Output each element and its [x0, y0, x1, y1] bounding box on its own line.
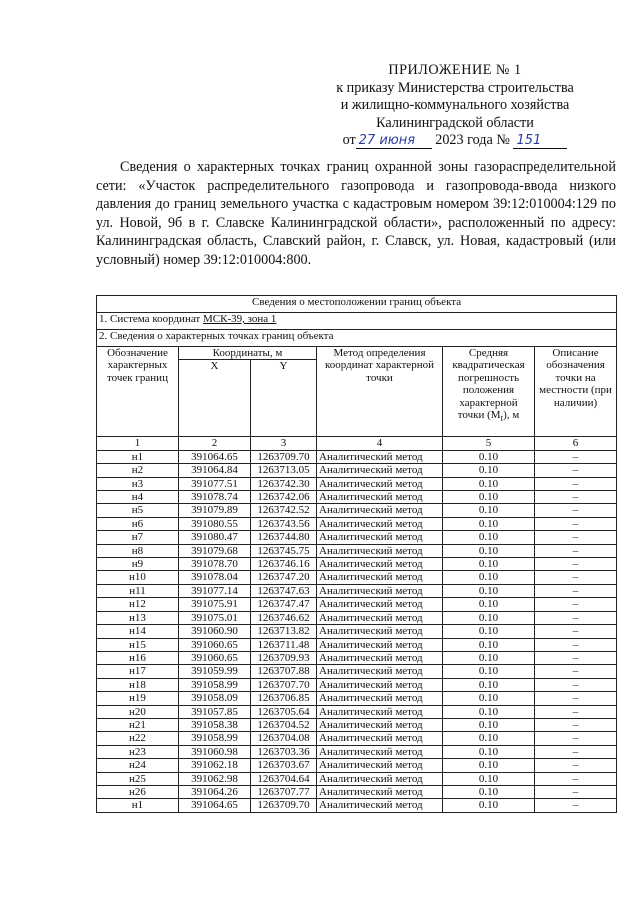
y-cell: 1263707.77: [251, 785, 317, 798]
method-cell: Аналитический метод: [317, 571, 443, 584]
method-cell: Аналитический метод: [317, 517, 443, 530]
appendix-line-1: к приказу Министерства строительства: [336, 79, 574, 96]
table-row: [97, 464, 617, 477]
points-section-title: 2. Сведения о характерных точках границ объекта: [97, 330, 617, 347]
point-id-cell: н8: [97, 544, 179, 557]
error-cell: 0.10: [443, 692, 535, 705]
x-cell: 391078.70: [179, 558, 251, 571]
column-numbers-row: [97, 437, 617, 450]
error-cell: 0.10: [443, 571, 535, 584]
desc-cell: –: [535, 665, 617, 678]
column-number: 2: [179, 437, 251, 450]
header-x: X: [179, 360, 251, 437]
table-row: [97, 692, 617, 705]
y-cell: 1263704.08: [251, 732, 317, 745]
x-cell: 391058.38: [179, 718, 251, 731]
error-cell: 0.10: [443, 799, 535, 812]
method-cell: Аналитический метод: [317, 772, 443, 785]
x-cell: 391060.98: [179, 745, 251, 758]
desc-cell: –: [535, 759, 617, 772]
error-cell: 0.10: [443, 651, 535, 664]
error-cell: 0.10: [443, 772, 535, 785]
point-id-cell: н16: [97, 651, 179, 664]
y-cell: 1263744.80: [251, 531, 317, 544]
error-cell: 0.10: [443, 732, 535, 745]
header-coords: Координаты, м: [179, 347, 317, 360]
x-cell: 391064.65: [179, 799, 251, 812]
method-cell: Аналитический метод: [317, 651, 443, 664]
error-cell: 0.10: [443, 785, 535, 798]
y-cell: 1263709.70: [251, 450, 317, 463]
point-id-cell: н1: [97, 799, 179, 812]
method-cell: Аналитический метод: [317, 544, 443, 557]
x-cell: 391060.65: [179, 638, 251, 651]
method-cell: Аналитический метод: [317, 450, 443, 463]
table-row: [97, 504, 617, 517]
y-cell: 1263747.63: [251, 584, 317, 597]
x-cell: 391078.04: [179, 571, 251, 584]
y-cell: 1263746.62: [251, 611, 317, 624]
point-id-cell: н25: [97, 772, 179, 785]
table-row: [97, 665, 617, 678]
desc-cell: –: [535, 544, 617, 557]
table-caption: Сведения о местоположении границ объекта: [97, 296, 617, 313]
x-cell: 391060.90: [179, 625, 251, 638]
method-cell: Аналитический метод: [317, 477, 443, 490]
table-row: [97, 558, 617, 571]
table-row: [97, 705, 617, 718]
y-cell: 1263745.75: [251, 544, 317, 557]
table-row: [97, 651, 617, 664]
x-cell: 391058.99: [179, 732, 251, 745]
method-cell: Аналитический метод: [317, 504, 443, 517]
table-row: [97, 785, 617, 798]
point-id-cell: н4: [97, 491, 179, 504]
y-cell: 1263711.48: [251, 638, 317, 651]
y-cell: 1263703.67: [251, 759, 317, 772]
header-desc: Описание обозначения точки на местности (при наличии): [535, 347, 617, 437]
method-cell: Аналитический метод: [317, 625, 443, 638]
method-cell: Аналитический метод: [317, 584, 443, 597]
table-row: [97, 571, 617, 584]
column-number: 3: [251, 437, 317, 450]
error-cell: 0.10: [443, 759, 535, 772]
y-cell: 1263742.30: [251, 477, 317, 490]
date-field: [356, 133, 432, 149]
desc-cell: –: [535, 772, 617, 785]
y-cell: 1263704.52: [251, 718, 317, 731]
point-id-cell: н6: [97, 517, 179, 530]
error-cell: 0.10: [443, 544, 535, 557]
table-row: [97, 584, 617, 597]
point-id-cell: н14: [97, 625, 179, 638]
point-id-cell: н21: [97, 718, 179, 731]
x-cell: 391064.26: [179, 785, 251, 798]
desc-cell: –: [535, 531, 617, 544]
desc-cell: –: [535, 571, 617, 584]
point-id-cell: н23: [97, 745, 179, 758]
method-cell: Аналитический метод: [317, 558, 443, 571]
y-cell: 1263713.82: [251, 625, 317, 638]
appendix-date-line: [300, 132, 610, 150]
method-cell: Аналитический метод: [317, 799, 443, 812]
desc-cell: –: [535, 799, 617, 812]
x-cell: 391059.99: [179, 665, 251, 678]
y-cell: 1263706.85: [251, 692, 317, 705]
coordinate-system-label: 1. Система координат: [99, 313, 203, 325]
error-cell: 0.10: [443, 531, 535, 544]
point-id-cell: н22: [97, 732, 179, 745]
y-cell: 1263742.52: [251, 504, 317, 517]
desc-cell: –: [535, 464, 617, 477]
desc-cell: –: [535, 678, 617, 691]
point-id-cell: н12: [97, 598, 179, 611]
y-cell: 1263707.88: [251, 665, 317, 678]
x-cell: 391080.55: [179, 517, 251, 530]
error-cell: 0.10: [443, 665, 535, 678]
point-id-cell: н19: [97, 692, 179, 705]
x-cell: 391077.51: [179, 477, 251, 490]
desc-cell: –: [535, 598, 617, 611]
method-cell: Аналитический метод: [317, 638, 443, 651]
error-cell: 0.10: [443, 491, 535, 504]
method-cell: Аналитический метод: [317, 759, 443, 772]
point-id-cell: н2: [97, 464, 179, 477]
x-cell: 391080.47: [179, 531, 251, 544]
method-cell: Аналитический метод: [317, 611, 443, 624]
y-cell: 1263705.64: [251, 705, 317, 718]
x-cell: 391079.89: [179, 504, 251, 517]
error-cell: 0.10: [443, 584, 535, 597]
error-cell: 0.10: [443, 504, 535, 517]
desc-cell: –: [535, 611, 617, 624]
x-cell: 391064.84: [179, 464, 251, 477]
points-rows: [97, 450, 617, 812]
header-y: Y: [251, 360, 317, 437]
table-row: [97, 491, 617, 504]
desc-cell: –: [535, 785, 617, 798]
column-number: 4: [317, 437, 443, 450]
method-cell: Аналитический метод: [317, 665, 443, 678]
x-cell: 391058.99: [179, 678, 251, 691]
error-cell: 0.10: [443, 625, 535, 638]
coordinate-system-value: МСК-39, зона 1: [202, 313, 277, 325]
table-row: [97, 544, 617, 557]
method-cell: Аналитический метод: [317, 678, 443, 691]
y-cell: 1263709.70: [251, 799, 317, 812]
appendix-title: ПРИЛОЖЕНИЕ № 1: [388, 62, 522, 78]
appendix-line-2: и жилищно-коммунального хозяйства: [340, 97, 570, 114]
boundary-points-table: [96, 295, 617, 813]
y-cell: 1263743.56: [251, 517, 317, 530]
x-cell: 391062.98: [179, 772, 251, 785]
column-number: 5: [443, 437, 535, 450]
point-id-cell: н24: [97, 759, 179, 772]
desc-cell: –: [535, 705, 617, 718]
table-row: [97, 598, 617, 611]
desc-cell: –: [535, 638, 617, 651]
point-id-cell: н3: [97, 477, 179, 490]
x-cell: 391058.09: [179, 692, 251, 705]
point-id-cell: н1: [97, 450, 179, 463]
error-cell: 0.10: [443, 450, 535, 463]
x-cell: 391060.65: [179, 651, 251, 664]
y-cell: 1263709.93: [251, 651, 317, 664]
table-row: [97, 772, 617, 785]
desc-cell: –: [535, 558, 617, 571]
error-cell: 0.10: [443, 477, 535, 490]
error-cell: 0.10: [443, 598, 535, 611]
table-row: [97, 531, 617, 544]
x-cell: 391062.18: [179, 759, 251, 772]
table-row: [97, 678, 617, 691]
y-cell: 1263704.64: [251, 772, 317, 785]
y-cell: 1263742.06: [251, 491, 317, 504]
coordinate-system-row: [97, 313, 617, 330]
handwritten-number: 151: [516, 133, 542, 149]
method-cell: Аналитический метод: [317, 598, 443, 611]
subscript-t: t: [500, 413, 504, 424]
desc-cell: –: [535, 692, 617, 705]
point-id-cell: н10: [97, 571, 179, 584]
handwritten-date: 27 июня: [358, 133, 416, 149]
error-cell: 0.10: [443, 464, 535, 477]
y-cell: 1263703.36: [251, 745, 317, 758]
y-cell: 1263713.05: [251, 464, 317, 477]
header-point: Обозначение характерных точек границ: [97, 347, 179, 437]
error-cell: 0.10: [443, 611, 535, 624]
table-row: [97, 625, 617, 638]
y-cell: 1263707.70: [251, 678, 317, 691]
error-cell: 0.10: [443, 705, 535, 718]
x-cell: 391075.91: [179, 598, 251, 611]
method-cell: Аналитический метод: [317, 718, 443, 731]
table-row: [97, 732, 617, 745]
desc-cell: –: [535, 625, 617, 638]
point-id-cell: н17: [97, 665, 179, 678]
point-id-cell: н15: [97, 638, 179, 651]
point-id-cell: н11: [97, 584, 179, 597]
table-row: [97, 638, 617, 651]
desc-cell: –: [535, 732, 617, 745]
table-row: [97, 718, 617, 731]
point-id-cell: н7: [97, 531, 179, 544]
table-row: [97, 611, 617, 624]
header-method: Метод определения координат характерной точки: [317, 347, 443, 437]
desc-cell: –: [535, 584, 617, 597]
appendix-line-3: Калининградской области: [376, 114, 534, 131]
appendix-header: [300, 62, 610, 150]
x-cell: 391057.85: [179, 705, 251, 718]
method-cell: Аналитический метод: [317, 705, 443, 718]
year-text: 2023 года №: [435, 132, 510, 149]
point-id-cell: н9: [97, 558, 179, 571]
x-cell: 391064.65: [179, 450, 251, 463]
method-cell: Аналитический метод: [317, 732, 443, 745]
column-number: 1: [97, 437, 179, 450]
description-paragraph: [96, 158, 616, 270]
method-cell: Аналитический метод: [317, 491, 443, 504]
point-id-cell: н5: [97, 504, 179, 517]
y-cell: 1263746.16: [251, 558, 317, 571]
desc-cell: –: [535, 651, 617, 664]
method-cell: Аналитический метод: [317, 745, 443, 758]
table-row: [97, 450, 617, 463]
header-error: Средняя квадратическая погрешность положения характерной точки $(M_t)$, м: [443, 347, 535, 437]
x-cell: 391077.14: [179, 584, 251, 597]
point-id-cell: н13: [97, 611, 179, 624]
error-cell: 0.10: [443, 678, 535, 691]
column-number: 6: [535, 437, 617, 450]
error-cell: 0.10: [443, 718, 535, 731]
point-id-cell: н18: [97, 678, 179, 691]
desc-cell: –: [535, 504, 617, 517]
method-cell: Аналитический метод: [317, 464, 443, 477]
desc-cell: –: [535, 517, 617, 530]
error-cell: 0.10: [443, 558, 535, 571]
error-cell: 0.10: [443, 517, 535, 530]
x-cell: 391079.68: [179, 544, 251, 557]
table-row: [97, 799, 617, 812]
desc-cell: –: [535, 745, 617, 758]
table-row: [97, 759, 617, 772]
desc-cell: –: [535, 477, 617, 490]
table-row: [97, 745, 617, 758]
desc-cell: –: [535, 450, 617, 463]
point-id-cell: н26: [97, 785, 179, 798]
date-prefix: от: [342, 132, 356, 149]
y-cell: 1263747.47: [251, 598, 317, 611]
desc-cell: –: [535, 718, 617, 731]
error-cell: 0.10: [443, 745, 535, 758]
table-row: [97, 517, 617, 530]
error-cell: 0.10: [443, 638, 535, 651]
number-field: [513, 133, 567, 149]
x-cell: 391078.74: [179, 491, 251, 504]
y-cell: 1263747.20: [251, 571, 317, 584]
point-id-cell: н20: [97, 705, 179, 718]
method-cell: Аналитический метод: [317, 692, 443, 705]
method-cell: Аналитический метод: [317, 785, 443, 798]
method-cell: Аналитический метод: [317, 531, 443, 544]
description-text: Сведения о характерных точках границ охранной зоны газораспределительной сети: «Участок распределительного газопровода и газопровода-ввода низкого давления до границ земельного участка с кадастровым номером 39:12:010004:129 по ул. Новой, 9б в г. Славске Калининградской области», расположенный по адресу: Калининградская область, Славский район, г. Славск, ул. Новая, кадастровый (или условный) номер 39:12:010004:800.: [96, 159, 616, 268]
x-cell: 391075.01: [179, 611, 251, 624]
desc-cell: –: [535, 491, 617, 504]
table-row: [97, 477, 617, 490]
